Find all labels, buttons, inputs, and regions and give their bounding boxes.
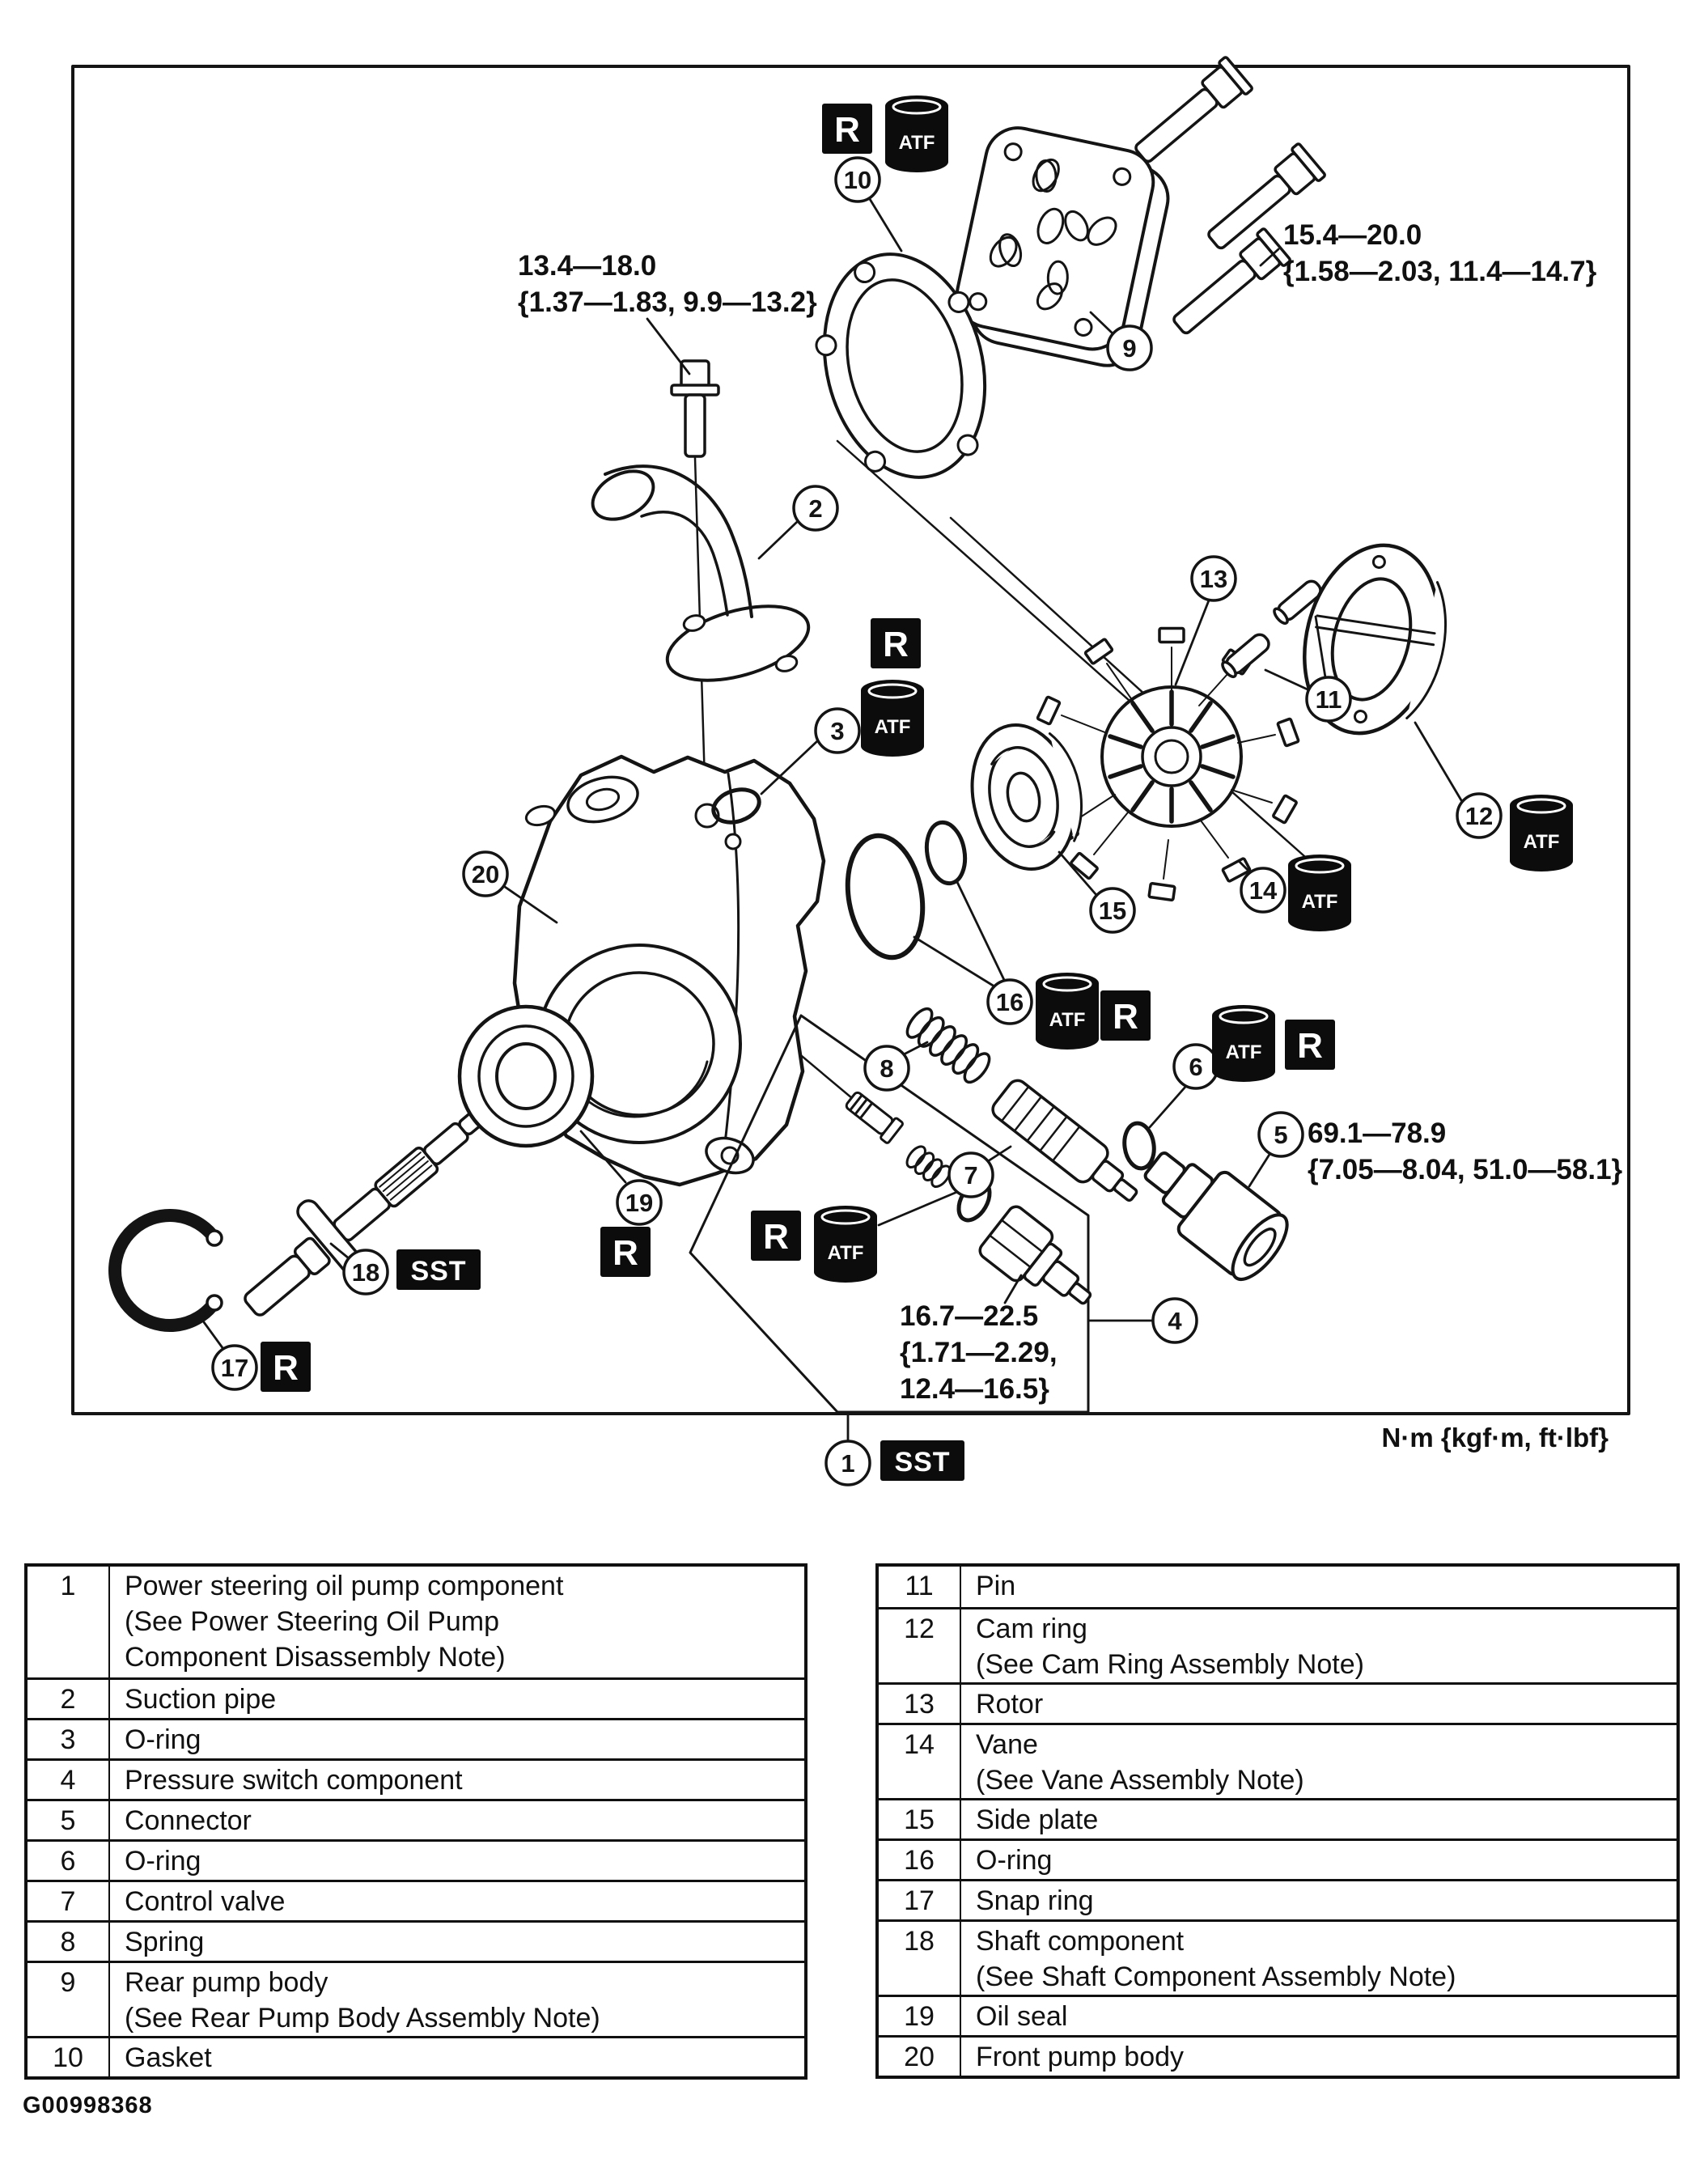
callout-18 xyxy=(344,1250,388,1294)
part-name-line: Pressure switch component xyxy=(125,1765,463,1796)
callout-8-number: 8 xyxy=(880,1054,894,1083)
svg-text:SST: SST xyxy=(894,1447,951,1478)
callout-6-number: 6 xyxy=(1189,1053,1203,1081)
svg-text:ATF: ATF xyxy=(874,716,911,738)
part-name xyxy=(110,1842,804,1880)
part-number: 11 xyxy=(879,1567,961,1607)
svg-text:ATF: ATF xyxy=(827,1242,864,1264)
connector-torque xyxy=(1308,1115,1622,1188)
callout-2-leader xyxy=(759,522,797,558)
part-name-line: Snap ring xyxy=(976,1885,1094,1916)
part-number: 10 xyxy=(28,2038,110,2076)
part-number: 7 xyxy=(28,1882,110,1920)
part-name xyxy=(110,1720,804,1758)
part-name-line: O-ring xyxy=(125,1724,201,1755)
callout-15 xyxy=(1091,888,1134,932)
svg-text:ATF: ATF xyxy=(1225,1041,1262,1063)
part-name xyxy=(110,1963,804,2036)
svg-text:ATF: ATF xyxy=(1049,1009,1086,1031)
part-o-ring-6 xyxy=(1121,1122,1156,1170)
part-number: 2 xyxy=(28,1680,110,1718)
callout-4 xyxy=(1153,1299,1197,1342)
part-suction-pipe xyxy=(584,461,816,694)
part-name-line: Oil seal xyxy=(976,2001,1068,2032)
table-row-part-6 xyxy=(28,1839,804,1880)
svg-text:R: R xyxy=(1113,997,1138,1037)
part-rotor xyxy=(1102,687,1241,826)
table-row-part-2 xyxy=(28,1677,804,1718)
callout-12-number: 12 xyxy=(1465,802,1494,830)
atf-badge-icon xyxy=(1288,855,1351,931)
part-name xyxy=(961,1997,1676,2035)
part-name-line: Power steering oil pump component xyxy=(125,1571,564,1601)
callout-6 xyxy=(1174,1045,1218,1088)
svg-text:R: R xyxy=(613,1233,638,1273)
atf-badge-icon xyxy=(1510,795,1573,871)
part-number: 12 xyxy=(879,1609,961,1682)
part-number: 19 xyxy=(879,1997,961,2035)
callout-9 xyxy=(1108,326,1151,370)
table-row-part-12 xyxy=(879,1607,1676,1682)
table-row-part-17 xyxy=(879,1879,1676,1919)
suction-pipe-bolt-torque-line: 13.4—18.0 xyxy=(518,250,657,282)
atf-badge-icon xyxy=(814,1206,877,1283)
part-number: 18 xyxy=(879,1922,961,1995)
suction-pipe-bolt-torque-line: {1.37—1.83, 9.9—13.2} xyxy=(518,286,817,318)
suction-pipe-bolt-torque xyxy=(518,248,817,320)
part-name-line: O-ring xyxy=(976,1845,1053,1876)
part-name xyxy=(110,2038,804,2076)
part-name-line: Cam ring xyxy=(976,1614,1087,1644)
part-number: 8 xyxy=(28,1923,110,1961)
callout-20-number: 20 xyxy=(471,860,500,888)
callout-13-number: 13 xyxy=(1199,565,1228,593)
part-name-line: Control valve xyxy=(125,1886,286,1917)
part-cam-ring xyxy=(1286,531,1465,749)
atf-badge-icon xyxy=(1212,1005,1275,1082)
part-name xyxy=(961,2038,1676,2076)
table-row-part-5 xyxy=(28,1799,804,1839)
callout-16-leader xyxy=(914,937,994,986)
pressure-switch-torque-line: 12.4—16.5} xyxy=(900,1373,1049,1405)
callout-12 xyxy=(1457,794,1501,838)
parts-table-right xyxy=(875,1563,1680,2079)
part-name-line: Component Disassembly Note) xyxy=(125,1642,506,1673)
table-row-part-8 xyxy=(28,1920,804,1961)
part-name-line: O-ring xyxy=(125,1846,201,1877)
callout-14 xyxy=(1241,868,1285,912)
part-name xyxy=(961,1881,1676,1919)
part-name xyxy=(961,1567,1676,1607)
callout-5 xyxy=(1259,1113,1303,1156)
callout-6-leader xyxy=(1150,1086,1186,1127)
r-badge-icon xyxy=(751,1211,801,1261)
r-badge-icon xyxy=(822,104,872,154)
callout-2 xyxy=(794,486,837,530)
part-number: 6 xyxy=(28,1842,110,1880)
part-name-line: Shaft component xyxy=(976,1926,1185,1957)
callout-20 xyxy=(464,852,507,896)
connector-torque-line: {7.05—8.04, 51.0—58.1} xyxy=(1308,1154,1623,1185)
table-row-part-3 xyxy=(28,1718,804,1758)
table-row-part-20 xyxy=(879,2035,1676,2076)
callout-3 xyxy=(816,709,859,753)
part-name-line: (See Rear Pump Body Assembly Note) xyxy=(125,2003,600,2033)
part-name-line: Suction pipe xyxy=(125,1684,277,1715)
part-snap-ring xyxy=(115,1215,222,1325)
callout-16 xyxy=(988,980,1032,1024)
table-row-part-18 xyxy=(879,1919,1676,1995)
callout-16-leader xyxy=(957,882,1004,980)
part-name-line: Rear pump body xyxy=(125,1967,329,1998)
callout-12-leader xyxy=(1415,723,1461,800)
part-name xyxy=(110,1680,804,1718)
part-name xyxy=(961,1609,1676,1682)
part-name xyxy=(110,1882,804,1920)
part-number: 1 xyxy=(28,1567,110,1677)
part-number: 20 xyxy=(879,2038,961,2076)
r-badge-icon xyxy=(871,618,921,668)
part-name xyxy=(110,1567,804,1677)
sst-badge-icon xyxy=(880,1440,964,1481)
part-o-rings-16 xyxy=(838,820,969,964)
callout-2-number: 2 xyxy=(808,494,823,523)
part-name-line: (See Shaft Component Assembly Note) xyxy=(976,1961,1456,1992)
callout-5-number: 5 xyxy=(1274,1121,1288,1149)
svg-text:ATF: ATF xyxy=(1523,831,1560,853)
callout-17-number: 17 xyxy=(220,1354,249,1382)
part-name xyxy=(961,1800,1676,1838)
part-name-line: Spring xyxy=(125,1927,205,1957)
callout-16-number: 16 xyxy=(995,988,1024,1016)
callout-11-number: 11 xyxy=(1315,685,1342,714)
callout-8 xyxy=(865,1046,909,1090)
table-row-part-11 xyxy=(879,1567,1676,1607)
callout-4-number: 4 xyxy=(1168,1307,1182,1335)
table-row-part-14 xyxy=(879,1723,1676,1798)
r-badge-icon xyxy=(1100,990,1151,1041)
part-name xyxy=(110,1801,804,1839)
table-row-part-16 xyxy=(879,1838,1676,1879)
callout-10 xyxy=(836,158,880,201)
callout-18-number: 18 xyxy=(351,1258,380,1287)
suction-pipe-bolt xyxy=(647,319,718,456)
part-name-line: (See Power Steering Oil Pump xyxy=(125,1606,499,1637)
part-number: 13 xyxy=(879,1685,961,1723)
sst-badge-icon xyxy=(396,1249,481,1290)
r-badge-icon xyxy=(1285,1020,1335,1070)
svg-text:R: R xyxy=(883,625,909,664)
table-row-part-15 xyxy=(879,1798,1676,1838)
rear-pump-body-bolt-torque xyxy=(1283,217,1596,290)
table-row-part-19 xyxy=(879,1995,1676,2035)
part-oil-seal xyxy=(460,1007,592,1146)
pressure-switch-torque-line: 16.7—22.5 xyxy=(900,1300,1039,1332)
callout-15-number: 15 xyxy=(1098,897,1127,925)
part-number: 15 xyxy=(879,1800,961,1838)
connector-torque-line: 69.1—78.9 xyxy=(1308,1117,1447,1149)
svg-text:R: R xyxy=(834,110,860,150)
r-badge-icon xyxy=(261,1342,311,1392)
part-name-line: Side plate xyxy=(976,1804,1099,1835)
part-number: 3 xyxy=(28,1720,110,1758)
atf-badge-icon xyxy=(861,680,924,757)
callout-17-leader xyxy=(204,1322,223,1349)
table-row-part-7 xyxy=(28,1880,804,1920)
part-name xyxy=(961,1725,1676,1798)
units-note: N·m {kgf·m, ft·lbf} xyxy=(1381,1423,1609,1452)
part-name xyxy=(110,1761,804,1799)
part-number: 4 xyxy=(28,1761,110,1799)
part-small-spring xyxy=(904,1143,954,1190)
part-number: 5 xyxy=(28,1801,110,1839)
figure-code: G00998368 xyxy=(23,2093,153,2118)
pressure-switch-torque xyxy=(900,1298,1058,1407)
part-name-line: Gasket xyxy=(125,2042,212,2073)
part-spring xyxy=(903,1005,994,1087)
part-number: 14 xyxy=(879,1725,961,1798)
rear-pump-body-bolt-torque-line: {1.58—2.03, 11.4—14.7} xyxy=(1283,256,1597,287)
svg-text:R: R xyxy=(763,1217,789,1257)
parts-table-left xyxy=(24,1563,807,2080)
callout-7-number: 7 xyxy=(964,1161,978,1190)
part-number: 9 xyxy=(28,1963,110,2036)
rear-pump-body-bolt-torque-line: 15.4—20.0 xyxy=(1283,219,1422,251)
callout-8-leader xyxy=(904,1042,927,1054)
callout-19 xyxy=(617,1181,661,1224)
callout-11-leader xyxy=(1265,670,1308,689)
part-name xyxy=(961,1685,1676,1723)
part-number: 16 xyxy=(879,1841,961,1879)
callout-11 xyxy=(1307,677,1350,721)
part-name xyxy=(110,1923,804,1961)
part-name-line: Vane xyxy=(976,1729,1038,1760)
part-name xyxy=(961,1922,1676,1995)
part-name-line: Rotor xyxy=(976,1689,1044,1720)
callout-1-number: 1 xyxy=(841,1449,855,1478)
part-number: 17 xyxy=(879,1881,961,1919)
part-name-line: Connector xyxy=(125,1805,252,1836)
table-row-part-10 xyxy=(28,2036,804,2076)
table-row-part-13 xyxy=(879,1682,1676,1723)
table-row-part-4 xyxy=(28,1758,804,1799)
r-badge-icon xyxy=(600,1227,651,1277)
callout-10-leader xyxy=(870,199,901,251)
part-side-plate xyxy=(960,714,1095,879)
svg-text:ATF: ATF xyxy=(1301,891,1338,913)
callout-19-number: 19 xyxy=(625,1189,654,1217)
svg-text:SST: SST xyxy=(410,1256,467,1287)
callout-10-number: 10 xyxy=(843,166,872,194)
part-name-line: Pin xyxy=(976,1571,1016,1601)
callout-7 xyxy=(949,1153,993,1197)
callout-14-number: 14 xyxy=(1248,876,1278,905)
svg-text:ATF: ATF xyxy=(898,132,935,154)
table-row-part-9 xyxy=(28,1961,804,2036)
part-name-line: (See Vane Assembly Note) xyxy=(976,1765,1304,1796)
callout-5-leader xyxy=(1249,1153,1270,1186)
part-name xyxy=(961,1841,1676,1879)
pressure-switch-torque-line: {1.71—2.29, xyxy=(900,1337,1058,1368)
callout-9-number: 9 xyxy=(1122,334,1137,363)
svg-text:R: R xyxy=(1297,1026,1323,1066)
atf-badge-icon xyxy=(1036,973,1099,1050)
callout-1 xyxy=(826,1441,870,1485)
part-name-line: Front pump body xyxy=(976,2042,1185,2072)
callout-3-number: 3 xyxy=(830,717,845,745)
callout-17 xyxy=(213,1346,256,1389)
part-valve-seat-fitting xyxy=(843,1088,904,1143)
atf-badge-icon xyxy=(885,95,948,172)
callout-13 xyxy=(1192,557,1236,600)
part-name-line: (See Cam Ring Assembly Note) xyxy=(976,1649,1364,1680)
svg-text:R: R xyxy=(273,1348,299,1388)
table-row-part-1 xyxy=(28,1567,804,1677)
